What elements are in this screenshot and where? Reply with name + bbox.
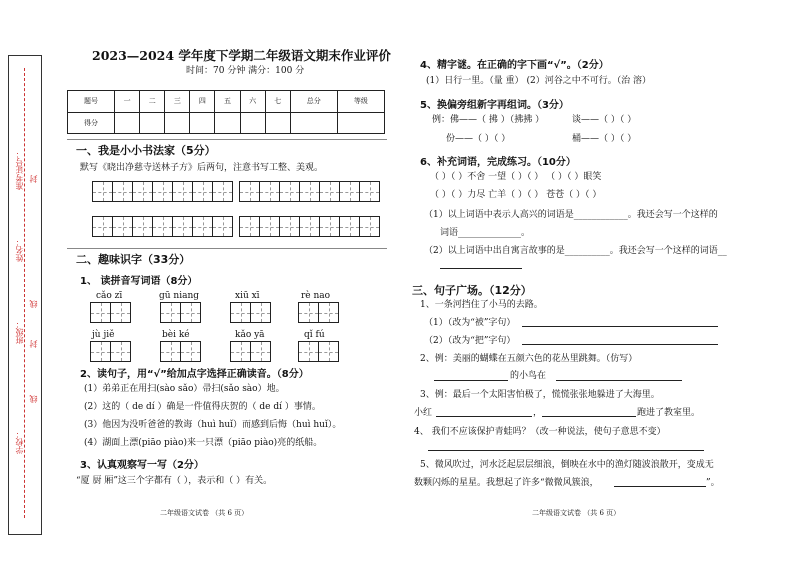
answer-line[interactable]	[614, 486, 706, 487]
question-item: 4、 我们不应该保护青蛙吗？（改一种说法，使句子意思不变）	[414, 427, 666, 437]
score-cell[interactable]	[265, 112, 290, 134]
answer-line[interactable]	[556, 380, 682, 381]
question-5-title: 5、换偏旁组新字再组词。（3分）	[420, 100, 569, 111]
score-cell[interactable]	[290, 112, 337, 134]
table-cell: 七	[265, 91, 290, 113]
page-footer: 二年级语文试卷 （共 6 页）	[160, 509, 249, 517]
exam-number-label: 准考证号：	[15, 150, 24, 190]
class-label: 班级：	[15, 320, 24, 344]
score-table	[67, 90, 385, 134]
grid-box[interactable]	[172, 181, 193, 202]
grid-box[interactable]	[299, 181, 320, 202]
pinyin-grid[interactable]	[90, 302, 130, 323]
grid-box[interactable]	[359, 181, 380, 202]
question-item: 小红	[414, 408, 433, 418]
question-item: （1）以上词语中表示人高兴的词语是____________。我还会写一个这样的	[424, 210, 718, 220]
answer-line[interactable]	[522, 344, 718, 345]
divider	[67, 248, 387, 249]
pinyin-grid[interactable]	[160, 341, 200, 362]
grid-box[interactable]	[319, 181, 340, 202]
grid-box[interactable]	[339, 181, 360, 202]
question-item: 的小鸟在	[510, 371, 547, 381]
question-item: （1）（改为“被”字句）	[424, 318, 516, 328]
answer-line[interactable]	[440, 268, 522, 269]
question-item: “厦 厨 厢”这三个字都有（ ），表示和（ ）有关。	[76, 476, 273, 486]
grid-box[interactable]	[92, 181, 113, 202]
table-cell: 三	[165, 91, 190, 113]
score-cell[interactable]	[215, 112, 240, 134]
section-1-heading: 一、我是小小书法家（5分）	[76, 144, 216, 157]
seal-mark: 封	[29, 340, 38, 348]
question-item: (3）他因为没听爸爸的教诲（huì huǐ）而感到后悔（huì huǐ）。	[84, 420, 342, 430]
question-item: (1）日行一里。（量 重） (2）河谷之中不可行。（治 溶）	[426, 76, 652, 86]
score-cell[interactable]	[140, 112, 165, 134]
table-cell: 四	[190, 91, 215, 113]
comma: ，	[533, 408, 543, 418]
question-item: 桶——（ ）（ ）	[572, 134, 637, 144]
grid-box[interactable]	[192, 181, 213, 202]
binding-strip	[8, 55, 42, 535]
score-cell[interactable]	[240, 112, 265, 134]
question-item: 3、例：最后一个太阳害怕极了，慌慌张张地躲进了大海里。	[420, 390, 660, 400]
grid-box[interactable]	[112, 216, 133, 237]
grid-box[interactable]	[132, 181, 153, 202]
question-2-3-title: 3、认真观察写一写（2分）	[80, 460, 204, 471]
grid-box[interactable]	[172, 216, 193, 237]
table-cell: 等级	[337, 91, 384, 113]
line-mark: 线	[29, 300, 38, 308]
pinyin: rè nao	[301, 291, 331, 301]
score-cell[interactable]	[337, 112, 384, 134]
table-cell: 六	[240, 91, 265, 113]
section-2-heading: 二、趣味识字（33分）	[76, 253, 191, 266]
question-item: 2、例：美丽的蝴蝶在五颜六色的花丛里跳舞。（仿写）	[420, 354, 638, 364]
pinyin: xiū xī	[235, 291, 260, 301]
grid-box[interactable]	[192, 216, 213, 237]
question-item: 5、微风吹过，河水泛起层层细浪，倒映在水中的渔灯随波浪散开，变成无	[420, 460, 714, 470]
grid-box[interactable]	[112, 181, 133, 202]
question-item: （ ）（ ）力尽 亡羊（ ）（ ） 苍苍（ ）（ ）	[430, 190, 602, 200]
question-6-title: 6、补充词语，完成练习。（10分）	[420, 157, 576, 168]
writing-grid-row-1[interactable]	[92, 181, 379, 202]
name-label: 姓名：	[15, 238, 24, 262]
table-cell: 得分	[68, 112, 115, 134]
grid-box[interactable]	[279, 181, 300, 202]
seal-mark: 封	[29, 175, 38, 183]
writing-grid-row-2[interactable]	[92, 216, 379, 237]
question-item: 谈——（ ）（ ）	[572, 115, 637, 125]
page-footer: 二年级语文试卷 （共 6 页）	[532, 509, 621, 517]
question-item: （2）（改为“把”字句）	[424, 336, 516, 346]
pinyin-grid[interactable]	[298, 302, 338, 323]
grid-box[interactable]	[359, 216, 380, 237]
table-cell: 二	[140, 91, 165, 113]
grid-box[interactable]	[212, 181, 233, 202]
table-cell: 题号	[68, 91, 115, 113]
question-2-2-title: 2、读句子，用“√”给加点字选择正确读音。（8分）	[80, 369, 309, 380]
score-cell[interactable]	[115, 112, 140, 134]
section-1-instruction: 默写《晓出净慈寺送林子方》后两句，注意书写工整、美观。	[80, 163, 324, 173]
question-item: 例：佛——（ 拂 ）（拂拂 ）	[432, 115, 545, 125]
pinyin: cǎo zī	[96, 291, 123, 301]
question-item: 1、一条河挡住了小马的去路。	[420, 300, 543, 310]
page-title: 2023—2024 学年度下学期二年级语文期末作业评价	[92, 48, 391, 63]
grid-box[interactable]	[259, 216, 280, 237]
grid-box[interactable]	[339, 216, 360, 237]
grid-box[interactable]	[319, 216, 340, 237]
score-cell[interactable]	[165, 112, 190, 134]
pinyin: qǐ fú	[304, 330, 325, 340]
section-3-heading: 三、句子广场。（12分）	[412, 284, 532, 297]
table-cell: 五	[215, 91, 240, 113]
grid-box[interactable]	[132, 216, 153, 237]
pinyin: gū niang	[159, 291, 200, 301]
answer-line[interactable]	[436, 416, 532, 417]
question-4-title: 4、精字谜。在正确的字下画“√”。（2分）	[420, 60, 609, 71]
table-cell: 一	[115, 91, 140, 113]
question-2-1-title: 1、 读拼音写词语（8分）	[80, 276, 198, 287]
question-item: (1）弟弟正在用扫(sào sǎo）帚扫(sǎo sào）地。	[84, 384, 285, 394]
pinyin-grid[interactable]	[160, 302, 200, 323]
score-cell[interactable]	[190, 112, 215, 134]
pinyin: kǎo yā	[235, 330, 265, 340]
grid-box[interactable]	[259, 181, 280, 202]
grid-box[interactable]	[239, 181, 260, 202]
question-item: 词语______________。	[440, 228, 531, 238]
question-item: （ ）（ ）不舍 一望（ ）（ ） （ ）（ ）眼笑	[430, 172, 602, 182]
pinyin-grid[interactable]	[298, 341, 338, 362]
question-item: 跑进了教室里。	[637, 408, 701, 418]
pinyin-grid[interactable]	[230, 341, 270, 362]
school-label: 学校：	[15, 430, 24, 454]
grid-box[interactable]	[239, 216, 260, 237]
grid-box[interactable]	[152, 181, 173, 202]
pinyin-grid[interactable]	[230, 302, 270, 323]
grid-box[interactable]	[299, 216, 320, 237]
pinyin: jù jiě	[92, 330, 115, 340]
question-item: (2）这的（ de dí ）确是一件值得庆贺的（ de dí ）事情。	[84, 402, 321, 412]
question-item: (4）湖面上漂(piāo piào)来一只漂（piāo piào)亮的纸船。	[84, 438, 323, 448]
answer-line[interactable]	[522, 326, 718, 327]
answer-line[interactable]	[428, 450, 704, 451]
question-item: （2）以上词语中出自寓言故事的是__________。我还会写一个这样的词语__	[424, 246, 727, 256]
divider	[67, 139, 387, 140]
table-cell: 总分	[290, 91, 337, 113]
grid-box[interactable]	[212, 216, 233, 237]
answer-line[interactable]	[434, 380, 508, 381]
answer-line[interactable]	[542, 416, 636, 417]
grid-box[interactable]	[92, 216, 113, 237]
question-item: 份——（ ）（ ）	[446, 134, 511, 144]
question-item: 数颗闪烁的星星。我想起了许多“微微风簇浪，	[414, 478, 599, 488]
line-mark: 线	[29, 395, 38, 403]
question-item: ”。	[706, 478, 720, 488]
score-table-header-row	[68, 91, 385, 113]
pinyin: bèi ké	[162, 330, 190, 340]
grid-box[interactable]	[152, 216, 173, 237]
exam-meta: 时间：70 分钟 满分：100 分	[186, 66, 305, 76]
grid-box[interactable]	[279, 216, 300, 237]
pinyin-grid[interactable]	[90, 341, 130, 362]
score-table-score-row	[68, 112, 385, 134]
